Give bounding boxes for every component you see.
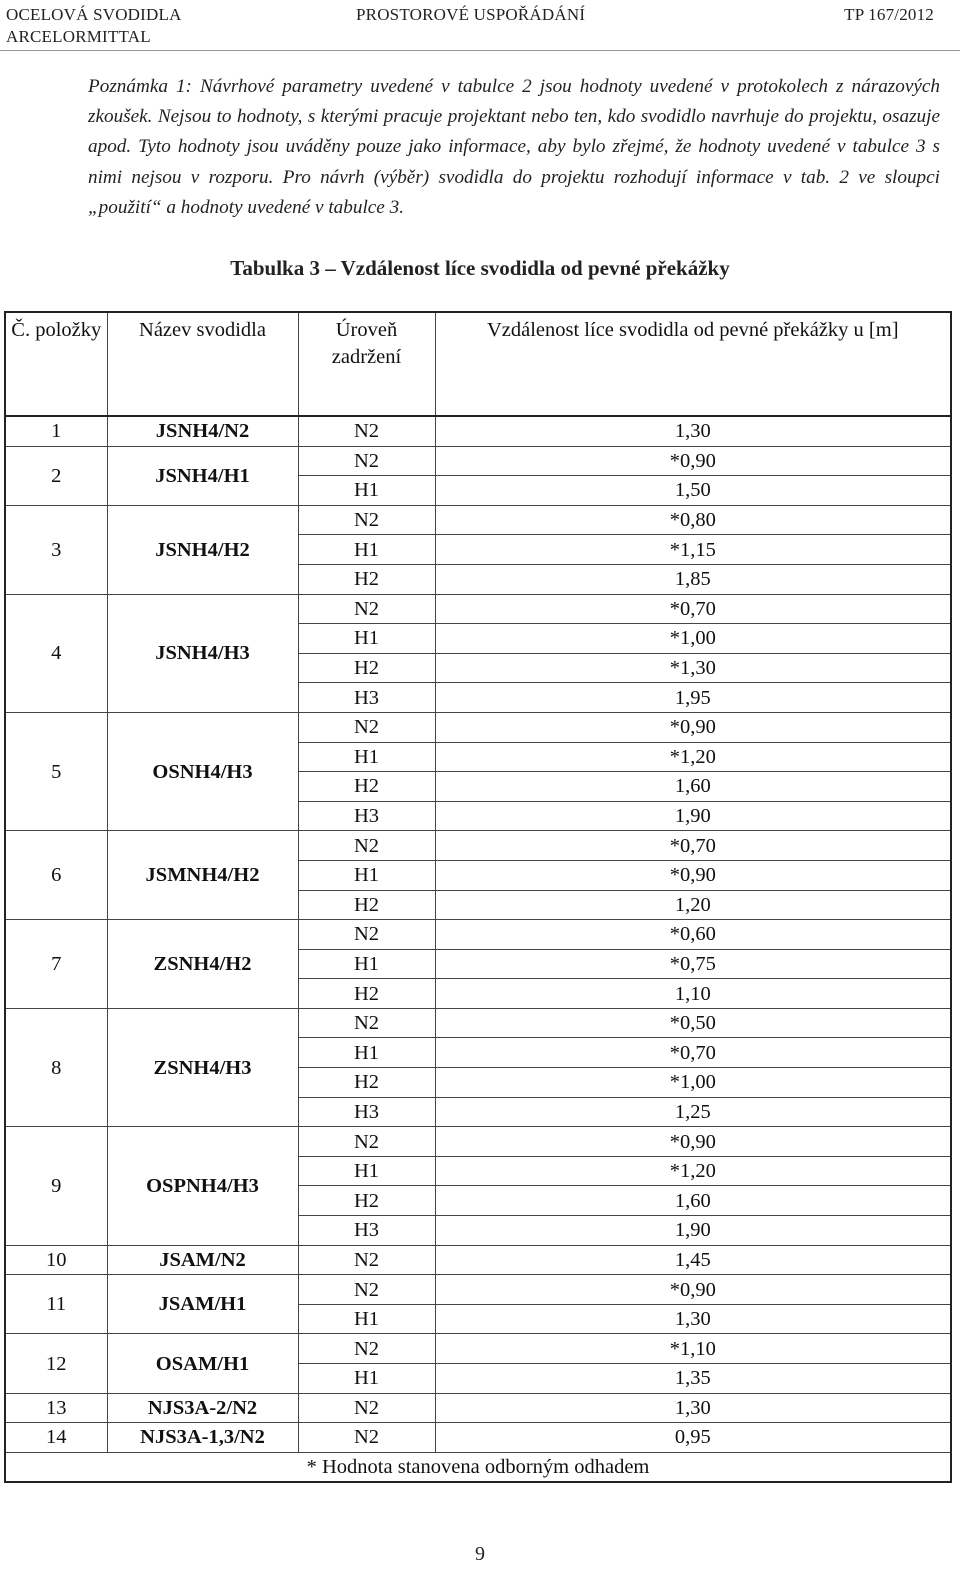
distance-value-cell: 1,60 [435,772,951,802]
distance-value-cell: 1,50 [435,476,951,506]
containment-level-cell: H1 [298,535,435,565]
distance-value-cell: *0,90 [435,1127,951,1157]
distance-value-cell: 1,95 [435,683,951,713]
distance-value-cell: *0,80 [435,505,951,535]
barrier-name-cell: JSNH4/H1 [107,446,298,505]
distance-value-cell: 1,35 [435,1364,951,1394]
table-row [5,712,951,742]
distance-value-cell: *0,70 [435,594,951,624]
containment-level-cell: N2 [298,1245,435,1275]
containment-level-cell: H3 [298,683,435,713]
table-row [5,1245,951,1275]
table-row [5,1008,951,1038]
header-item-number: Č. položky [5,312,107,416]
containment-level-cell: H2 [298,890,435,920]
distance-value-cell: *0,70 [435,1038,951,1068]
item-number-cell: 3 [5,505,107,594]
containment-level-cell: H3 [298,1097,435,1127]
page-number: 9 [475,1543,485,1565]
item-number-cell: 10 [5,1245,107,1275]
distance-value-cell: 1,45 [435,1245,951,1275]
barrier-name-cell: ZSNH4/H2 [107,920,298,1009]
item-number-cell: 9 [5,1127,107,1245]
barrier-name-cell: JSNH4/N2 [107,416,298,446]
containment-level-cell: N2 [298,416,435,446]
table-caption: Tabulka 3 – Vzdálenost líce svodidla od pevné překážky [230,256,730,280]
containment-level-cell: H1 [298,1304,435,1334]
containment-level-cell: H2 [298,653,435,683]
barrier-name-cell: NJS3A-1,3/N2 [107,1423,298,1453]
table-row [5,1393,951,1423]
containment-level-cell: H1 [298,742,435,772]
table-row [5,594,951,624]
distance-value-cell: 1,25 [435,1097,951,1127]
header-containment-level: Úroveň zadržení [298,312,435,416]
item-number-cell: 1 [5,416,107,446]
containment-level-cell: N2 [298,712,435,742]
barrier-name-cell: JSAM/H1 [107,1275,298,1334]
header-title: OCELOVÁ SVODIDLA [6,5,182,24]
distance-value-cell: 1,10 [435,979,951,1009]
barrier-name-cell: JSMNH4/H2 [107,831,298,920]
item-number-cell: 6 [5,831,107,920]
table-row [5,920,951,950]
distance-value-cell: 1,60 [435,1186,951,1216]
containment-level-cell: H1 [298,624,435,654]
containment-level-cell: H1 [298,1364,435,1394]
item-number-cell: 12 [5,1334,107,1393]
barrier-name-cell: JSNH4/H3 [107,594,298,712]
distance-value-cell: *0,90 [435,1275,951,1305]
distance-value-cell: *1,30 [435,653,951,683]
header-barrier-name: Název svodidla [107,312,298,416]
table-row [5,505,951,535]
distance-value-cell: 1,20 [435,890,951,920]
table-row [5,1127,951,1157]
containment-level-cell: H1 [298,1156,435,1186]
distance-value-cell: *0,50 [435,1008,951,1038]
distance-value-cell: 1,30 [435,1393,951,1423]
item-number-cell: 4 [5,594,107,712]
running-header-left [6,4,182,48]
distance-value-cell: *1,00 [435,624,951,654]
distance-value-cell: 1,30 [435,1304,951,1334]
distance-table [4,311,952,1483]
containment-level-cell: H2 [298,1068,435,1098]
distance-value-cell: 1,85 [435,564,951,594]
distance-value-cell: *1,15 [435,535,951,565]
containment-level-cell: H2 [298,979,435,1009]
table-row [5,1275,951,1305]
distance-value-cell: *1,10 [435,1334,951,1364]
containment-level-cell: N2 [298,594,435,624]
distance-value-cell: 1,90 [435,801,951,831]
containment-level-cell: H1 [298,860,435,890]
running-header-center: PROSTOROVÉ USPOŘÁDÁNÍ [356,5,586,24]
barrier-name-cell: ZSNH4/H3 [107,1008,298,1126]
containment-level-cell: N2 [298,1008,435,1038]
distance-value-cell: 1,90 [435,1216,951,1246]
item-number-cell: 8 [5,1008,107,1126]
containment-level-cell: N2 [298,1334,435,1364]
distance-value-cell: *0,90 [435,860,951,890]
containment-level-cell: H2 [298,772,435,802]
containment-level-cell: N2 [298,1275,435,1305]
distance-value-cell: *0,90 [435,712,951,742]
containment-level-cell: H3 [298,1216,435,1246]
table-row [5,446,951,476]
running-header-right: TP 167/2012 [844,5,934,24]
containment-level-cell: N2 [298,505,435,535]
item-number-cell: 11 [5,1275,107,1334]
distance-value-cell: *1,20 [435,1156,951,1186]
table-header [5,312,951,416]
table-row [5,416,951,446]
table-body [5,416,951,1452]
barrier-name-cell: JSNH4/H2 [107,505,298,594]
header-distance: Vzdálenost líce svodidla od pevné překážky u [m] [435,312,951,416]
containment-level-cell: H2 [298,564,435,594]
containment-level-cell: H1 [298,1038,435,1068]
note-paragraph: Poznámka 1: Návrhové parametry uvedené v tabulce 2 jsou hodnoty uvedené v protokolech z nárazových zkoušek. Nejsou to hodnoty, s kterými pracuje projektant nebo ten, kdo svodidlo navrhuje do projektu, osazuje apod. Tyto hodnoty jsou uváděny pouze jako informace, aby bylo zřejmé, že hodnoty uvedené v tabulce 3 s nimi nejsou v rozporu. Pro návrh (výběr) svodidla do projektu rozhodují informace v tab. 2 ve sloupci „použití“ a hodnoty uvedené v tabulce 3. [88,76,940,218]
table-row [5,1423,951,1453]
item-number-cell: 13 [5,1393,107,1423]
containment-level-cell: N2 [298,831,435,861]
containment-level-cell: N2 [298,446,435,476]
item-number-cell: 14 [5,1423,107,1453]
barrier-name-cell: OSNH4/H3 [107,712,298,830]
distance-value-cell: *1,20 [435,742,951,772]
containment-level-cell: N2 [298,920,435,950]
table-footnote: * Hodnota stanovena odborným odhadem [5,1452,951,1482]
distance-value-cell: *0,70 [435,831,951,861]
containment-level-cell: H1 [298,949,435,979]
distance-value-cell: 0,95 [435,1423,951,1453]
containment-level-cell: N2 [298,1393,435,1423]
distance-value-cell: *0,60 [435,920,951,950]
containment-level-cell: H3 [298,801,435,831]
table-row [5,831,951,861]
item-number-cell: 2 [5,446,107,505]
header-subtitle: ARCELORMITTAL [6,27,151,46]
containment-level-cell: H1 [298,476,435,506]
distance-value-cell: *0,90 [435,446,951,476]
barrier-name-cell: JSAM/N2 [107,1245,298,1275]
barrier-name-cell: NJS3A-2/N2 [107,1393,298,1423]
distance-value-cell: *1,00 [435,1068,951,1098]
item-number-cell: 7 [5,920,107,1009]
containment-level-cell: H2 [298,1186,435,1216]
containment-level-cell: N2 [298,1127,435,1157]
distance-value-cell: *0,75 [435,949,951,979]
table-row [5,1334,951,1364]
containment-level-cell: N2 [298,1423,435,1453]
distance-value-cell: 1,30 [435,416,951,446]
header-divider [0,50,960,51]
barrier-name-cell: OSPNH4/H3 [107,1127,298,1245]
barrier-name-cell: OSAM/H1 [107,1334,298,1393]
item-number-cell: 5 [5,712,107,830]
